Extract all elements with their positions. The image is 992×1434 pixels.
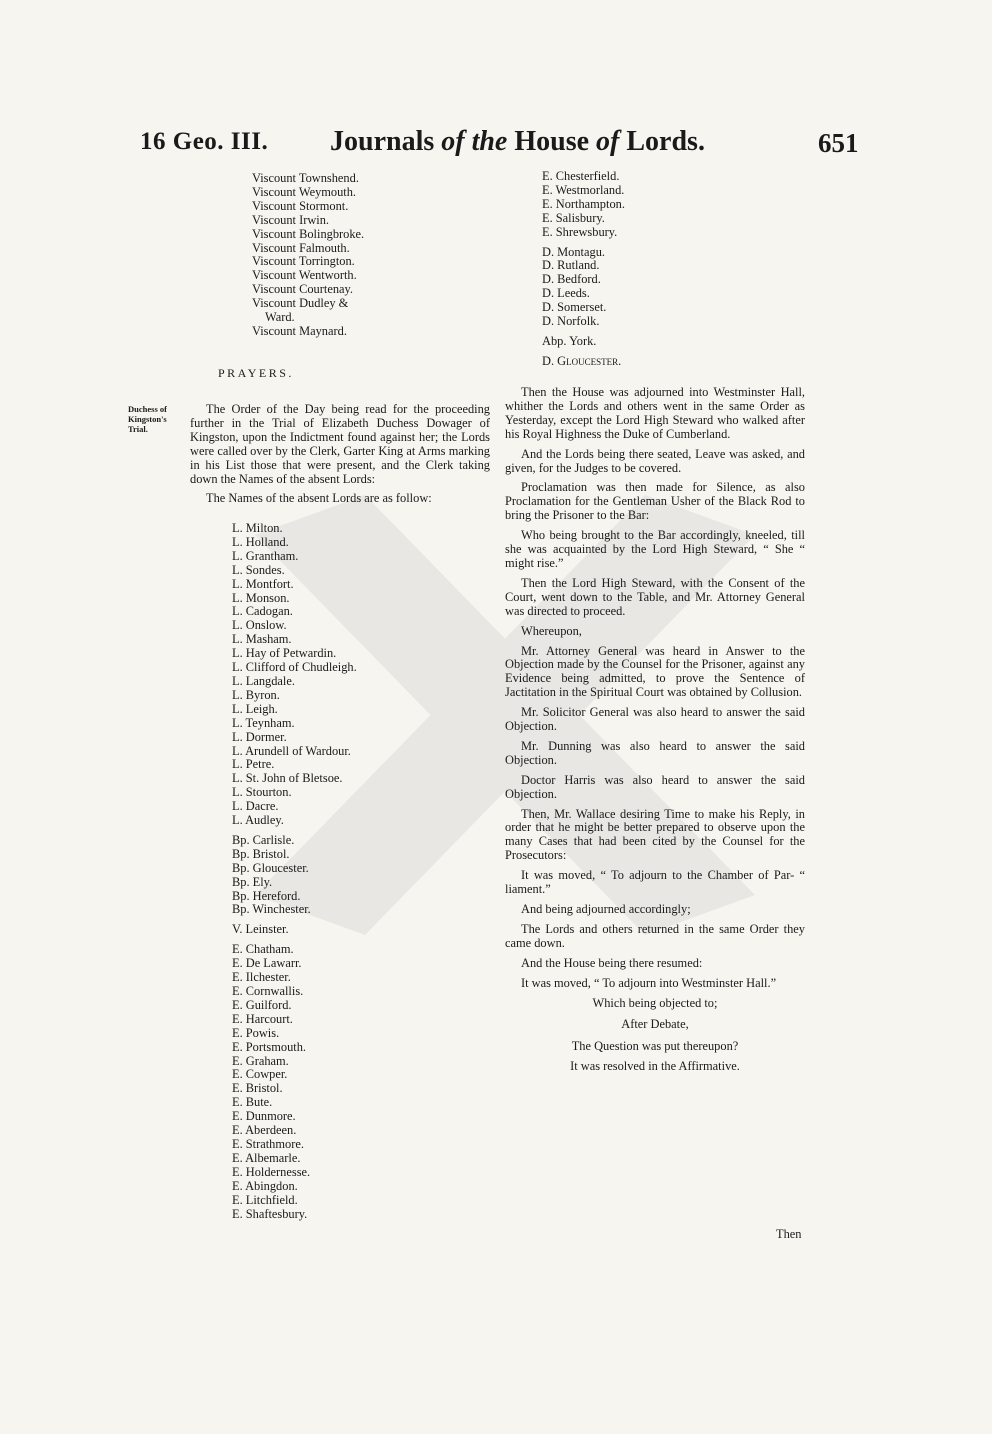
page-number: 651 (818, 128, 859, 158)
list-item: E. Graham. (232, 1053, 289, 1068)
list-item: Bp. Bristol. (232, 846, 290, 861)
list-item: E. Abingdon. (232, 1178, 298, 1193)
paragraph: Proclamation was then made for Silence, as also Proclamation for the Gentleman Usher of the Black Rod to bring the Prisoner to the Bar: (505, 480, 805, 523)
margin-note: Duchess of Kingston's Trial. (128, 404, 167, 434)
list-item: Bp. Gloucester. (232, 860, 309, 875)
list-item: Viscount Weymouth. (252, 184, 357, 199)
list-item: E. Harcourt. (232, 1011, 293, 1026)
list-item: Bp. Carlisle. (232, 832, 295, 847)
list-item: L. Stourton. (232, 785, 292, 800)
list-item: D. Somerset. (542, 300, 607, 315)
list-item: E. De Lawarr. (232, 956, 302, 971)
paragraph: Then the Lord High Steward, with the Consent of the Court, went down to the Table, and Mr. Attorney General was directed to proceed. (505, 575, 805, 618)
absent-intro: The Names of the absent Lords are as follow: (206, 491, 432, 506)
resolved-line: It was resolved in the Affirmative. (570, 1059, 740, 1074)
whereupon: Whereupon, (521, 623, 582, 638)
list-item: E. Cowper. (232, 1067, 288, 1082)
list-item: E. Dunmore. (232, 1109, 296, 1124)
list-item: E. Bute. (232, 1095, 273, 1110)
list-item: D. Leeds. (542, 286, 590, 301)
paragraph: Mr. Attorney General was heard in Answer to the Objection made by the Counsel for the Prisoner, against any Evidence being admitted, to prove the Sentence of Jactitation in the Spiritual Court was obtained by Collusion. (505, 643, 805, 700)
paragraph: It was moved, “ To adjourn to the Chamber of Par- “ liament.” (505, 868, 805, 897)
list-item: D. Rutland. (542, 258, 600, 273)
list-item: V. Leinster. (232, 922, 289, 937)
debate-line: After Debate, (621, 1017, 689, 1032)
list-item: E. Guilford. (232, 997, 292, 1012)
list-item: L. Cadogan. (232, 604, 293, 619)
list-item: E. Chesterfield. (542, 169, 620, 183)
paragraph: It was moved, “ To adjourn into Westminster Hall.” (521, 975, 777, 990)
left-column-body (190, 403, 490, 512)
list-item: Viscount Stormont. (252, 198, 349, 213)
list-item: L. Holland. (232, 534, 289, 549)
list-item: L. Milton. (232, 521, 283, 535)
list-item: Ward. (265, 310, 295, 325)
paragraph: Mr. Dunning was also heard to answer the said Objection. (505, 738, 805, 767)
page-header (0, 128, 992, 168)
list-item: E. Northampton. (542, 196, 625, 211)
list-item: E. Albemarle. (232, 1150, 301, 1165)
paragraph: Doctor Harris was also heard to answer the said Objection. (505, 772, 805, 801)
list-item: Viscount Bolingbroke. (252, 226, 365, 241)
list-item: L. Dacre. (232, 799, 279, 814)
list-item: E. Bristol. (232, 1081, 283, 1096)
list-item: Viscount Dudley & (252, 296, 349, 311)
list-item: L. Clifford of Chudleigh. (232, 660, 357, 675)
list-item: L. Leigh. (232, 701, 278, 716)
list-item: Bp. Ely. (232, 874, 273, 889)
list-item: Viscount Falmouth. (252, 240, 350, 255)
list-item: Viscount Wentworth. (252, 268, 357, 283)
list-item: E. Aberdeen. (232, 1123, 297, 1138)
absent-lords-list (232, 522, 432, 1221)
paragraph: And the House being there resumed: (521, 955, 703, 970)
list-item: L. Arundell of Wardour. (232, 743, 351, 758)
list-item: E. Westmorland. (542, 182, 625, 197)
order-paragraph: The Order of the Day being read for the proceeding further in the Trial of Elizabeth Duchess Dowager of Kingston, upon the Indictment found against her; the Lords were called over by the Clerk, Garter King at Arms marking in his List those that were present, and the Clerk taking down the Names of the absent Lords: (190, 402, 490, 486)
list-item: L. Sondes. (232, 562, 285, 577)
running-title: Journals of the House of Lords. (330, 126, 705, 157)
list-item: E. Shaftesbury. (232, 1206, 308, 1221)
list-item: Viscount Courtenay. (252, 282, 353, 297)
list-item: L. Langdale. (232, 673, 295, 688)
list-item: L. Teynham. (232, 715, 295, 730)
list-item: D. Bedford. (542, 272, 601, 287)
list-item: E. Cornwallis. (232, 984, 304, 998)
list-item: D. Gloucester. (542, 353, 622, 368)
list-item: Viscount Maynard. (252, 323, 347, 338)
list-item: E. Salisbury. (542, 210, 605, 225)
list-item: D. Norfolk. (542, 314, 600, 329)
paragraph: And being adjourned accordingly; (521, 902, 691, 916)
list-item: E. Litchfield. (232, 1192, 298, 1207)
prayers-heading: PRAYERS. (218, 366, 294, 380)
list-item: E. Strathmore. (232, 1136, 304, 1151)
paragraph: Who being brought to the Bar accordingly, kneeled, till she was acquainted by the Lord High Steward, “ She “ might rise.” (505, 528, 805, 570)
list-item: L. Audley. (232, 813, 284, 828)
list-item: Viscount Torrington. (252, 254, 355, 269)
viscount-list (252, 172, 452, 339)
list-item: E. Chatham. (232, 942, 294, 957)
paragraph: Mr. Solicitor General was also heard to answer the said Objection. (505, 705, 805, 734)
list-item: E. Portsmouth. (232, 1039, 307, 1054)
list-item: L. St. John of Bletsoe. (232, 771, 343, 786)
list-item: Viscount Townshend. (252, 171, 359, 185)
list-item: D. Montagu. (542, 244, 605, 259)
list-item: L. Hay of Petwardin. (232, 646, 337, 661)
catchword: Then (776, 1227, 802, 1241)
paragraph: And the Lords being there seated, Leave was asked, and given, for the Judges to be covered. (505, 446, 805, 475)
list-item: L. Dormer. (232, 729, 287, 744)
list-item: L. Masham. (232, 632, 292, 647)
list-item: Bp. Hereford. (232, 888, 301, 903)
list-item: E. Holdernesse. (232, 1164, 311, 1179)
list-item: L. Onslow. (232, 618, 287, 633)
paragraph: Then the House was adjourned into Westminster Hall, whither the Lords and others went in the same Order as Yesterday, except the Lord High Steward who walked after his Royal Highness the Duke of Cumberland. (505, 385, 805, 441)
question-line: The Question was put thereupon? (571, 1039, 739, 1054)
list-item: Abp. York. (542, 333, 597, 348)
list-item: L. Monson. (232, 590, 290, 605)
right-column-body (505, 386, 805, 1074)
list-item: L. Byron. (232, 687, 280, 702)
list-item: E. Ilchester. (232, 970, 291, 985)
list-item: E. Powis. (232, 1025, 280, 1040)
list-item: Bp. Winchester. (232, 902, 311, 917)
objected-line: Which being objected to; (592, 995, 718, 1010)
list-item: E. Shrewsbury. (542, 224, 618, 239)
list-item: Viscount Irwin. (252, 212, 330, 227)
list-item: L. Petre. (232, 757, 275, 772)
list-item: L. Grantham. (232, 548, 299, 563)
paragraph: Then, Mr. Wallace desiring Time to make his Reply, in order that he might be better prepared to observe upon the many Cases that had been cited by the Counsel for the Prosecutors: (505, 806, 805, 863)
list-item: L. Montfort. (232, 576, 294, 591)
absent-lords-list-continued (542, 170, 742, 369)
paragraph: The Lords and others returned in the same Order they came down. (505, 921, 805, 950)
regnal-year: 16 Geo. III. (140, 128, 269, 155)
